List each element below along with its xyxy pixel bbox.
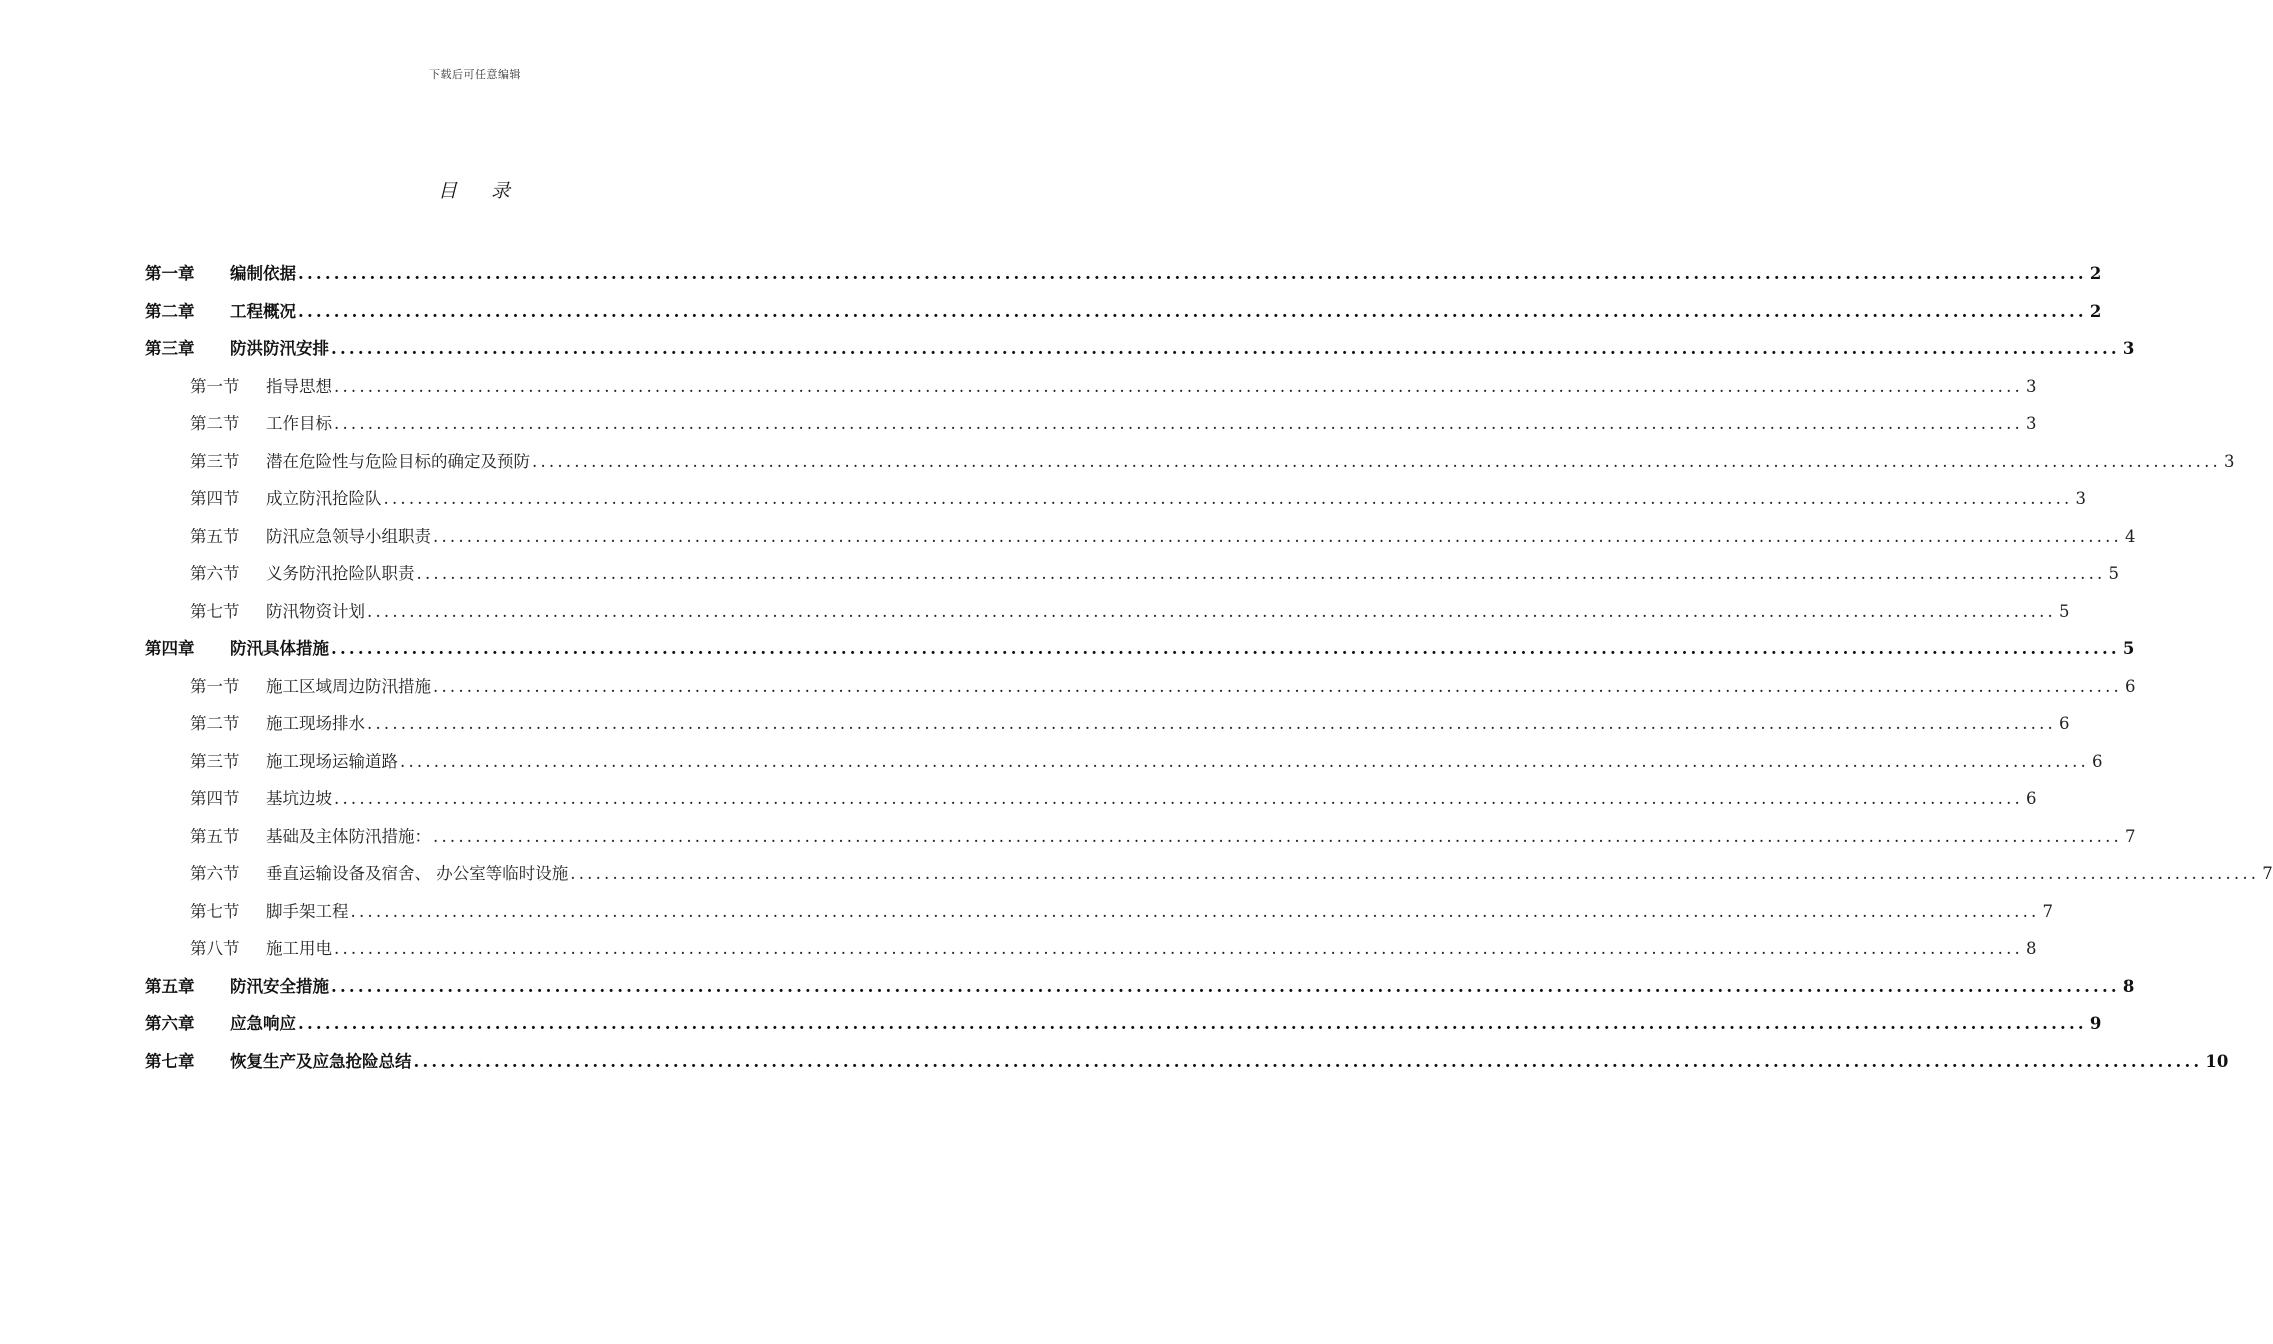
- toc-entry-label: 成立防汛抢险队: [266, 489, 382, 508]
- toc-section-entry[interactable]: [145, 480, 2086, 518]
- toc-dot-leader: ........................................................................................................................................................................................................: [334, 414, 2023, 433]
- toc-entry-page-number: 3: [2025, 414, 2037, 433]
- toc-entry-label: 施工现场排水: [266, 714, 365, 733]
- toc-entry-number: 第六章: [145, 1014, 195, 1033]
- toc-dot-leader: ........................................................................................................................................................................................................: [532, 451, 2221, 471]
- toc-entry-page-number: 4: [2124, 526, 2136, 546]
- toc-entry-page-number: 3: [2025, 376, 2037, 396]
- toc-chapter-entry[interactable]: [145, 1043, 2229, 1081]
- toc-entry-number: 第七章: [145, 1051, 195, 1071]
- toc-entry-page-number: 8: [2122, 976, 2135, 996]
- toc-dot-leader: ........................................................................................................................................................................................................: [433, 676, 2122, 696]
- toc-dot-leader: ........................................................................................................................................................................................................: [334, 376, 2023, 396]
- toc-section-entry[interactable]: [145, 818, 2136, 856]
- toc-entry-page-number: 9: [2089, 1014, 2102, 1033]
- toc-dot-leader: ........................................................................................................................................................................................................: [413, 1051, 2203, 1071]
- toc-section-entry[interactable]: [145, 855, 2273, 893]
- toc-entry-number: 第二章: [145, 301, 195, 321]
- toc-chapter-entry[interactable]: [145, 255, 2102, 293]
- toc-entry-page-number: 6: [2091, 751, 2103, 771]
- toc-entry-label: 垂直运输设备及宿舍、 办公室等临时设施: [266, 864, 569, 883]
- toc-entry-label: 义务防汛抢险队职责: [266, 564, 415, 583]
- toc-entry-number: 第一节: [190, 376, 240, 396]
- toc-entry-page-number: 5: [2122, 639, 2135, 658]
- toc-dot-leader: ........................................................................................................................................................................................................: [570, 864, 2260, 883]
- toc-entry-label: 指导思想: [266, 376, 332, 396]
- toc-dot-leader: ........................................................................................................................................................................................................: [400, 751, 2089, 771]
- toc-section-entry[interactable]: [145, 705, 2070, 743]
- toc-entry-page-number: 8: [2025, 939, 2037, 958]
- toc-entry-page-number: 6: [2124, 676, 2136, 696]
- toc-entry-number: 第一章: [145, 264, 195, 283]
- toc-dot-leader: ........................................................................................................................................................................................................: [331, 639, 2120, 658]
- toc-entry-number: 第六节: [190, 864, 240, 883]
- toc-section-entry[interactable]: [145, 405, 2037, 443]
- toc-entry-page-number: 5: [2108, 564, 2119, 583]
- toc-title: [0, 176, 950, 203]
- toc-section-entry[interactable]: [145, 443, 2235, 481]
- toc-entry-page-number: 3: [2122, 339, 2135, 358]
- toc-dot-leader: ........................................................................................................................................................................................................: [334, 939, 2023, 958]
- toc-section-entry[interactable]: [145, 668, 2136, 706]
- toc-dot-leader: ........................................................................................................................................................................................................: [331, 339, 2120, 358]
- toc-section-entry[interactable]: [145, 930, 2037, 968]
- toc-section-entry[interactable]: [145, 780, 2037, 818]
- page-header-note: 下载后可任意编辑: [429, 68, 521, 81]
- toc-chapter-entry[interactable]: [145, 293, 2102, 331]
- toc-entry-page-number: 3: [2223, 451, 2235, 471]
- toc-entry-label: 施工区域周边防汛措施: [266, 676, 431, 696]
- toc-entry-page-number: 7: [2124, 826, 2136, 846]
- table-of-contents: [145, 255, 2273, 1080]
- toc-entry-label: 恢复生产及应急抢险总结: [230, 1051, 412, 1071]
- toc-entry-page-number: 6: [2058, 714, 2070, 733]
- toc-section-entry[interactable]: [145, 518, 2136, 556]
- toc-entry-number: 第三节: [190, 751, 240, 771]
- toc-title-right: 录: [491, 180, 513, 202]
- toc-entry-label: 工作目标: [266, 414, 332, 433]
- toc-entry-label: 防汛安全措施: [230, 976, 329, 996]
- toc-entry-page-number: 5: [2058, 601, 2070, 621]
- toc-entry-page-number: 7: [2042, 901, 2053, 921]
- toc-entry-number: 第六节: [190, 564, 240, 583]
- toc-entry-number: 第五节: [190, 526, 240, 546]
- toc-entry-label: 防汛具体措施: [230, 639, 329, 658]
- toc-entry-number: 第二节: [190, 714, 240, 733]
- toc-chapter-entry[interactable]: [145, 968, 2135, 1006]
- toc-entry-label: 应急响应: [230, 1014, 296, 1033]
- toc-section-entry[interactable]: [145, 743, 2103, 781]
- toc-dot-leader: ........................................................................................................................................................................................................: [334, 789, 2023, 808]
- toc-title-left: 目: [437, 180, 459, 202]
- toc-dot-leader: ........................................................................................................................................................................................................: [298, 301, 2087, 321]
- toc-chapter-entry[interactable]: [145, 630, 2135, 668]
- toc-dot-leader: ........................................................................................................................................................................................................: [367, 601, 2056, 621]
- toc-entry-label: 潜在危险性与危险目标的确定及预防: [266, 451, 530, 471]
- toc-entry-number: 第一节: [190, 676, 240, 696]
- toc-entry-page-number: 2: [2089, 264, 2102, 283]
- toc-entry-label: 防汛应急领导小组职责: [266, 526, 431, 546]
- toc-entry-label: 编制依据: [230, 264, 296, 283]
- toc-entry-page-number: 7: [2262, 864, 2273, 883]
- toc-entry-page-number: 10: [2205, 1051, 2229, 1071]
- toc-section-entry[interactable]: [145, 593, 2070, 631]
- toc-dot-leader: ........................................................................................................................................................................................................: [331, 976, 2120, 996]
- toc-entry-number: 第五章: [145, 976, 195, 996]
- toc-entry-number: 第四节: [190, 489, 240, 508]
- toc-entry-label: 施工现场运输道路: [266, 751, 398, 771]
- toc-entry-page-number: 2: [2089, 301, 2102, 321]
- toc-entry-number: 第五节: [190, 826, 240, 846]
- toc-entry-number: 第八节: [190, 939, 240, 958]
- toc-entry-label: 防洪防汛安排: [230, 339, 329, 358]
- toc-entry-label: 基础及主体防汛措施：: [266, 826, 431, 846]
- toc-dot-leader: ........................................................................................................................................................................................................: [383, 489, 2073, 508]
- toc-dot-leader: ........................................................................................................................................................................................................: [367, 714, 2056, 733]
- toc-entry-label: 脚手架工程: [266, 901, 349, 921]
- toc-entry-page-number: 6: [2025, 789, 2037, 808]
- toc-entry-number: 第四节: [190, 789, 240, 808]
- toc-dot-leader: ........................................................................................................................................................................................................: [298, 1014, 2087, 1033]
- toc-entry-label: 施工用电: [266, 939, 332, 958]
- toc-dot-leader: ........................................................................................................................................................................................................: [350, 901, 2040, 921]
- toc-dot-leader: ........................................................................................................................................................................................................: [433, 826, 2122, 846]
- toc-entry-number: 第三章: [145, 339, 195, 358]
- toc-entry-label: 基坑边坡: [266, 789, 332, 808]
- toc-entry-number: 第七节: [190, 601, 240, 621]
- toc-chapter-entry[interactable]: [145, 330, 2135, 368]
- toc-dot-leader: ........................................................................................................................................................................................................: [433, 526, 2122, 546]
- toc-entry-label: 防汛物资计划: [266, 601, 365, 621]
- toc-dot-leader: ........................................................................................................................................................................................................: [298, 264, 2087, 283]
- toc-entry-number: 第二节: [190, 414, 240, 433]
- toc-dot-leader: ........................................................................................................................................................................................................: [416, 564, 2106, 583]
- toc-entry-number: 第三节: [190, 451, 240, 471]
- toc-section-entry[interactable]: [145, 555, 2119, 593]
- toc-entry-label: 工程概况: [230, 301, 296, 321]
- toc-entry-page-number: 3: [2075, 489, 2086, 508]
- toc-entry-number: 第七节: [190, 901, 240, 921]
- toc-section-entry[interactable]: [145, 368, 2037, 406]
- toc-entry-number: 第四章: [145, 639, 195, 658]
- toc-chapter-entry[interactable]: [145, 1005, 2102, 1043]
- toc-section-entry[interactable]: [145, 893, 2053, 931]
